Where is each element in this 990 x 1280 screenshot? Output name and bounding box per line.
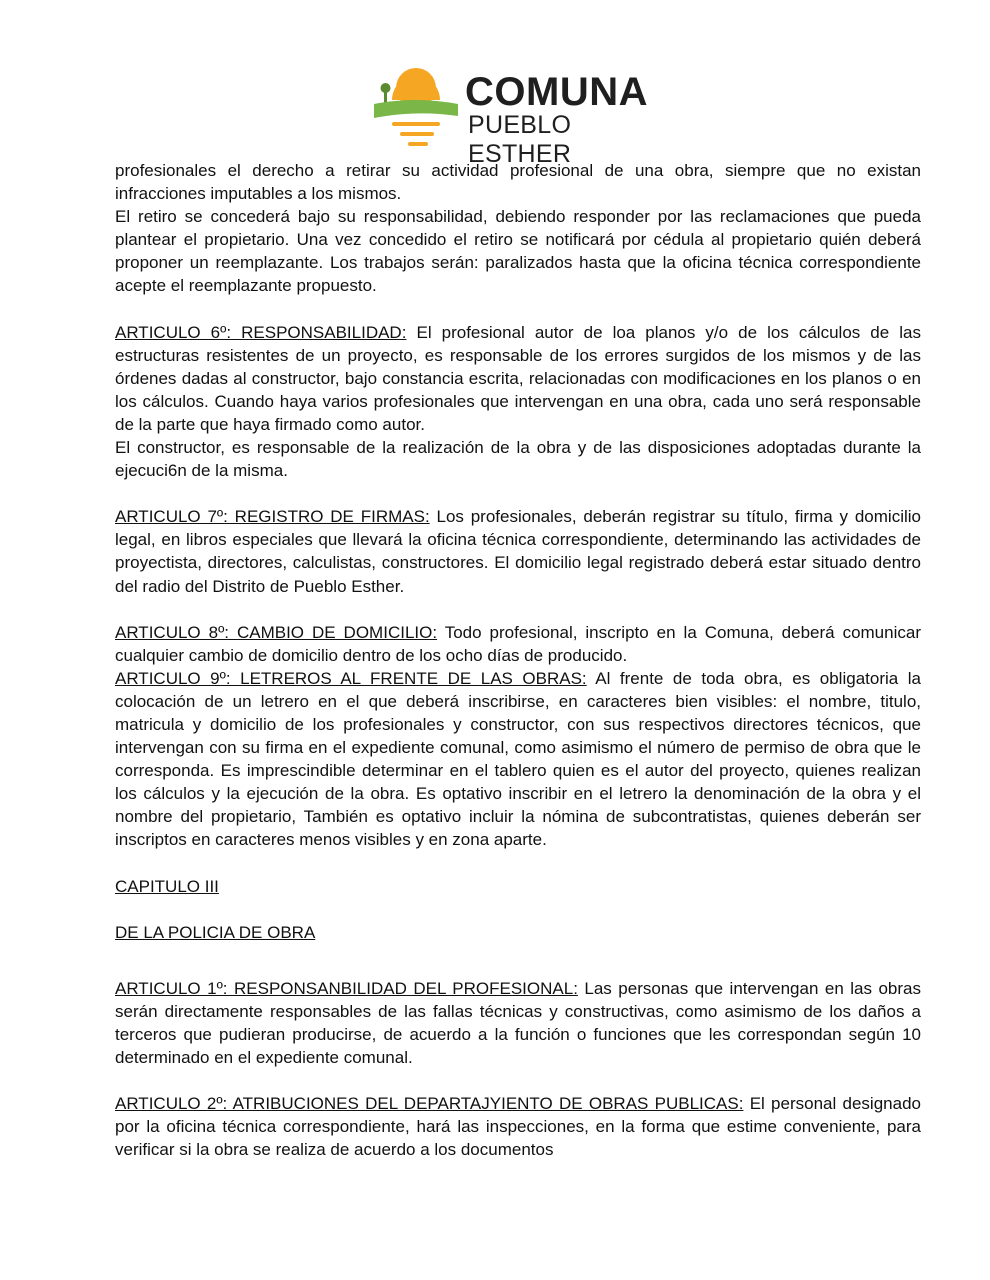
article-body: Las personas que intervengan en las obras serán directamente responsables de las fallas técnicas y constructivas, como asimismo de los daños a terceros que pudieran producirse, de acuerdo a la función o funciones que les correspondan según 10 determinado en el expediente comunal. (115, 978, 921, 1067)
article-heading: ARTICULO 6º: RESPONSABILIDAD: (115, 322, 407, 342)
paragraph: El constructor, es responsable de la realización de la obra y de las disposiciones adoptadas durante la ejecuci6n de la misma. (115, 438, 921, 481)
article-9 (115, 667, 921, 852)
page-header (0, 60, 990, 168)
article-heading: ARTICULO 7º: REGISTRO DE FIRMAS: (115, 507, 430, 527)
article-body: El personal designado por la oficina técnica correspondiente, hará las inspecciones, en la forma que estime conveniente, para verificar si la obra se realiza de acuerdo a los documentos (115, 1094, 921, 1160)
pueblo-esther-emblem-icon (370, 60, 460, 156)
chapter-3-article-2 (115, 1092, 921, 1161)
chapter-title: DE LA POLICIA DE OBRA (115, 922, 316, 942)
logo-subtitle: PUEBLO ESTHER (468, 111, 572, 168)
article-heading: ARTICULO 9º: LETREROS AL FRENTE DE LAS OBRAS: (115, 668, 587, 688)
article-heading: ARTICULO 8º: CAMBIO DE DOMICILIO: (115, 622, 438, 642)
chapter-heading: CAPITULO III (115, 876, 219, 896)
paragraph: El retiro se concederá bajo su responsabilidad, debiendo responder por las reclamaciones que pueda plantear el propietario. Una vez concedido el retiro se notificará por cédula al propietario quién deberá proponer un reemplazante. Los trabajos serán: paralizados hasta que la oficina técnica correspondiente acepte el reemplazante propuesto. (115, 207, 921, 296)
article-8 (115, 621, 921, 667)
logo-title: COMUNA (465, 70, 648, 114)
document-body (115, 159, 921, 1161)
comuna-logo (370, 60, 670, 168)
chapter-3-article-1 (115, 977, 921, 1069)
article-body: Los profesionales, deberán registrar su título, firma y domicilio legal, en libros especiales que llevará la oficina técnica correspondiente, determinando las actividades de proyectista, directores, calculistas, constructores. El domicilio legal registrado deberá estar situado dentro del radio del Distrito de Pueblo Esther. (115, 507, 921, 596)
article-heading: ARTICULO 2º: ATRIBUCIONES DEL DEPARTAJYIENTO DE OBRAS PUBLICAS: (115, 1094, 744, 1114)
article-body: Al frente de toda obra, es obligatoria la colocación de un letrero en el que deberá inscribirse, en caracteres bien visibles: el nombre, titulo, matricula y domicilio de los profesionales y constructor, con sus respectivos directores técnicos, que intervengan con su firma en el expediente comunal, como asimismo el número de permiso de obra que le corresponda. Es imprescindible determinar en el tablero quien es el autor del proyecto, quienes realizan los cálculos y la ejecución de la obra. Es optativo inscribir en el letrero la denominación de la obra y el nombre del propietario, También es optativo incluir la nómina de subcontratistas, quienes deberán ser inscriptos en caracteres menos visibles y en zona aparte. (115, 668, 921, 850)
paragraph: profesionales el derecho a retirar su actividad profesional de una obra, siempre que no existan infracciones imputables a los mismos. (115, 161, 921, 204)
article-body: El profesional autor de loa planos y/o de los cálculos de las estructuras resistentes de un proyecto, es responsable de los errores surgidos de los mismos y de las órdenes dadas al constructor, bajo constancia escrita, relacionadas con modificaciones en los planos o en los cálculos. Cuando haya varios profesionales que intervengan en una obra, cada uno será responsable de la parte que haya firmado como autor. (115, 322, 921, 434)
article-7 (115, 505, 921, 597)
article-heading: ARTICULO 1º: RESPONSANBILIDAD DEL PROFESIONAL: (115, 978, 578, 998)
article-body: Todo profesional, inscripto en la Comuna, deberá comunicar cualquier cambio de domicilio dentro de los ocho días de producido. (115, 622, 921, 665)
article-6 (115, 321, 921, 436)
